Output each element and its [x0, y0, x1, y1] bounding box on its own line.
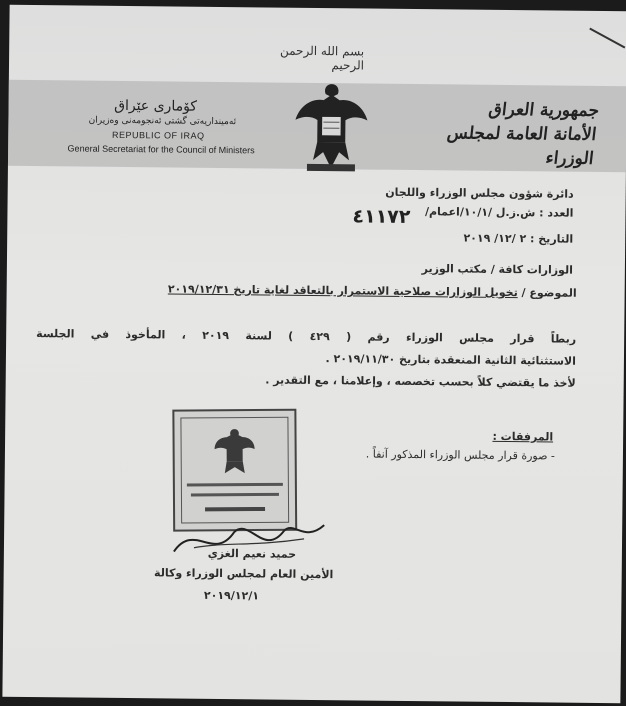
attachments-heading: المرفقات : [492, 429, 554, 444]
subject-text: تخويل الوزارات صلاحية الاستمرار بالتعاقد لغاية تاريخ ٢٠١٩/١٢/٣١ [167, 282, 518, 300]
stamp-text-bar-2 [191, 493, 279, 497]
letterhead-kurdish-title1: كۆماری عێراق [114, 97, 198, 115]
letterhead-arabic [402, 97, 600, 171]
letterhead-arabic-title2: الأمانة العامة لمجلس الوزراء [445, 123, 598, 169]
reference-number-label: العدد : ش.ز.ل /١٠/١/اعمام/ [424, 205, 574, 220]
signer-title: الأمين العام لمجلس الوزراء وكالة [153, 566, 334, 582]
subject-label: الموضوع / [521, 286, 577, 300]
bismillah: بسم الله الرحمن الرحيم [279, 43, 365, 73]
attachment-item: - صورة قرار مجلس الوزراء المذكور آنفاً . [365, 447, 556, 463]
corner-mark [589, 28, 625, 49]
eagle-emblem-icon [293, 80, 370, 177]
letterhead-kurdish-title2: ئەمینداریەتی گشتی ئەنجومەنی وەزیران [88, 115, 237, 128]
document-date-line: التاريخ : ٢ /١٢/ ٢٠١٩ [463, 231, 574, 246]
stamp-eagle-icon [212, 427, 256, 479]
handwritten-signature [154, 511, 335, 573]
signature-date: ٢٠١٩/١٢/١ [203, 588, 260, 603]
document-page [2, 5, 626, 703]
department-line: دائرة شؤون مجلس الوزراء واللجان [385, 185, 574, 201]
stamp-text-bar-3 [205, 507, 265, 511]
body-paragraph-line2: الاستثنائية الثانية المنعقدة بتاريخ ٢٠١٩/١١/٣٠ . [325, 352, 577, 368]
body-paragraph-line1: ربطاً قرار مجلس الوزراء رقم ( ٤٢٩ ) لسنة ٢٠١٩ ، المأخوذ في الجلسة [36, 327, 577, 346]
signer-name: حميد نعيم الغزي [207, 546, 297, 561]
reference-number-value: ٤١١٧٢ [352, 205, 411, 228]
letterhead-arabic-title1: جمهورية العراق [487, 99, 601, 121]
subject-line [57, 281, 577, 299]
letterhead-english-title2: General Secretariat for the Council of Ministers [67, 143, 255, 156]
letterhead-english-title1: REPUBLIC OF IRAQ [111, 129, 205, 141]
addressee-line: الوزارات كافة / مكتب الوزير [421, 262, 573, 277]
body-paragraph-line3: لأخذ ما يقتضي كلاً بحسب تخصصه ، وإعلامنا ، مع التقدير . [265, 373, 576, 390]
